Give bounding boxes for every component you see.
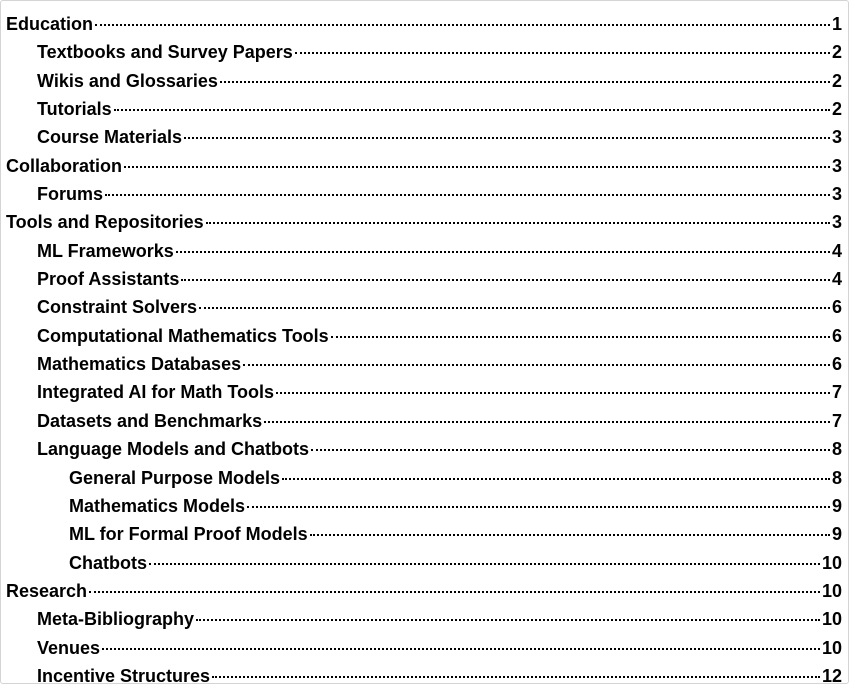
dot-leader bbox=[247, 506, 830, 508]
toc-entry-title[interactable]: ML for Formal Proof Models bbox=[69, 524, 308, 545]
dot-leader bbox=[212, 676, 820, 678]
dot-leader bbox=[95, 24, 830, 26]
toc-entry[interactable] bbox=[1, 634, 850, 662]
toc-entry-page-number[interactable]: 2 bbox=[831, 99, 842, 120]
toc-entry-title[interactable]: Research bbox=[6, 580, 88, 601]
dot-leader bbox=[114, 109, 830, 111]
toc-entry[interactable] bbox=[1, 378, 850, 406]
toc-entry-title[interactable]: Course Materials bbox=[37, 127, 183, 148]
toc-entry-title[interactable]: Incentive Structures bbox=[37, 665, 211, 686]
toc-entry-title[interactable]: Tutorials bbox=[37, 99, 112, 120]
toc-entry-page-number[interactable]: 3 bbox=[831, 184, 842, 205]
toc-entry-page-number[interactable]: 10 bbox=[821, 552, 842, 573]
toc-entry-page-number[interactable]: 3 bbox=[831, 212, 842, 233]
dot-leader bbox=[276, 392, 830, 394]
toc-entry-title[interactable]: Mathematics Databases bbox=[37, 354, 242, 375]
toc-entry-page-number[interactable]: 12 bbox=[821, 665, 842, 686]
dot-leader bbox=[102, 648, 820, 650]
dot-leader bbox=[181, 279, 830, 281]
toc-entry-page-number[interactable]: 4 bbox=[831, 240, 842, 261]
toc-entry-page-number[interactable]: 6 bbox=[831, 354, 842, 375]
toc-entry-title[interactable]: Chatbots bbox=[69, 552, 147, 573]
toc-entry[interactable] bbox=[1, 10, 850, 38]
toc-entry[interactable] bbox=[1, 237, 850, 265]
toc-entry-page-number[interactable]: 9 bbox=[831, 524, 842, 545]
toc-entry-page-number[interactable]: 9 bbox=[831, 495, 842, 516]
dot-leader bbox=[105, 194, 830, 196]
dot-leader bbox=[176, 251, 830, 253]
toc-entry-title[interactable]: Venues bbox=[37, 637, 101, 658]
toc-list bbox=[1, 10, 850, 690]
toc-entry[interactable] bbox=[1, 549, 850, 577]
dot-leader bbox=[311, 449, 830, 451]
toc-entry[interactable] bbox=[1, 464, 850, 492]
toc-entry-title[interactable]: Computational Mathematics Tools bbox=[37, 325, 329, 346]
toc-entry[interactable] bbox=[1, 95, 850, 123]
toc-entry[interactable] bbox=[1, 662, 850, 690]
toc-entry-page-number[interactable]: 10 bbox=[821, 637, 842, 658]
toc-entry[interactable] bbox=[1, 605, 850, 633]
toc-entry[interactable] bbox=[1, 407, 850, 435]
dot-leader bbox=[310, 534, 830, 536]
toc-entry-title[interactable]: Wikis and Glossaries bbox=[37, 70, 218, 91]
dot-leader bbox=[184, 137, 830, 139]
toc-entry-title[interactable]: Integrated AI for Math Tools bbox=[37, 382, 274, 403]
dot-leader bbox=[199, 307, 830, 309]
toc-entry-page-number[interactable]: 8 bbox=[831, 439, 842, 460]
dot-leader bbox=[89, 591, 820, 593]
toc-entry[interactable] bbox=[1, 435, 850, 463]
toc-entry-title[interactable]: Mathematics Models bbox=[69, 495, 246, 516]
toc-entry[interactable] bbox=[1, 38, 850, 66]
toc-entry[interactable] bbox=[1, 208, 850, 236]
toc-entry-page-number[interactable]: 1 bbox=[831, 14, 842, 34]
toc-entry[interactable] bbox=[1, 577, 850, 605]
dot-leader bbox=[282, 478, 830, 480]
dot-leader bbox=[220, 81, 830, 83]
toc-entry-title[interactable]: Constraint Solvers bbox=[37, 297, 198, 318]
toc-entry[interactable] bbox=[1, 265, 850, 293]
toc-entry[interactable] bbox=[1, 350, 850, 378]
toc-entry-title[interactable]: General Purpose Models bbox=[69, 467, 281, 488]
dot-leader bbox=[295, 52, 830, 54]
toc-entry-page-number[interactable]: 10 bbox=[821, 609, 842, 630]
dot-leader bbox=[264, 421, 830, 423]
toc-entry-page-number[interactable]: 6 bbox=[831, 325, 842, 346]
toc-entry-page-number[interactable]: 4 bbox=[831, 269, 842, 290]
toc-entry-title[interactable]: Collaboration bbox=[6, 155, 122, 176]
toc-entry-title[interactable]: Proof Assistants bbox=[37, 269, 180, 290]
toc-entry-title[interactable]: Textbooks and Survey Papers bbox=[37, 42, 293, 63]
dot-leader bbox=[243, 364, 830, 366]
toc-entry-page-number[interactable]: 2 bbox=[831, 70, 842, 91]
toc-entry[interactable] bbox=[1, 520, 850, 548]
toc-entry-page-number[interactable]: 3 bbox=[831, 127, 842, 148]
toc-entry-title[interactable]: Forums bbox=[37, 184, 104, 205]
toc-entry-page-number[interactable]: 6 bbox=[831, 297, 842, 318]
toc-entry-page-number[interactable]: 8 bbox=[831, 467, 842, 488]
toc-entry[interactable] bbox=[1, 492, 850, 520]
toc-entry[interactable] bbox=[1, 322, 850, 350]
dot-leader bbox=[149, 563, 820, 565]
toc-entry-page-number[interactable]: 7 bbox=[831, 410, 842, 431]
toc-entry-title[interactable]: ML Frameworks bbox=[37, 240, 174, 261]
toc-entry-page-number[interactable]: 3 bbox=[831, 155, 842, 176]
dot-leader bbox=[206, 222, 830, 224]
toc-entry-page-number[interactable]: 2 bbox=[831, 42, 842, 63]
toc-entry-page-number[interactable]: 7 bbox=[831, 382, 842, 403]
toc-entry[interactable] bbox=[1, 180, 850, 208]
toc-entry-title[interactable]: Education bbox=[6, 14, 94, 34]
toc-entry-title[interactable]: Datasets and Benchmarks bbox=[37, 410, 263, 431]
toc-entry-title[interactable]: Language Models and Chatbots bbox=[37, 439, 310, 460]
toc-entry-page-number[interactable]: 10 bbox=[821, 580, 842, 601]
dot-leader bbox=[331, 336, 830, 338]
dot-leader bbox=[196, 619, 820, 621]
toc-entry[interactable] bbox=[1, 67, 850, 95]
toc-entry[interactable] bbox=[1, 123, 850, 151]
toc-entry[interactable] bbox=[1, 152, 850, 180]
dot-leader bbox=[124, 166, 830, 168]
toc-entry-title[interactable]: Tools and Repositories bbox=[6, 212, 204, 233]
toc-entry-title[interactable]: Meta-Bibliography bbox=[37, 609, 195, 630]
toc-entry[interactable] bbox=[1, 293, 850, 321]
